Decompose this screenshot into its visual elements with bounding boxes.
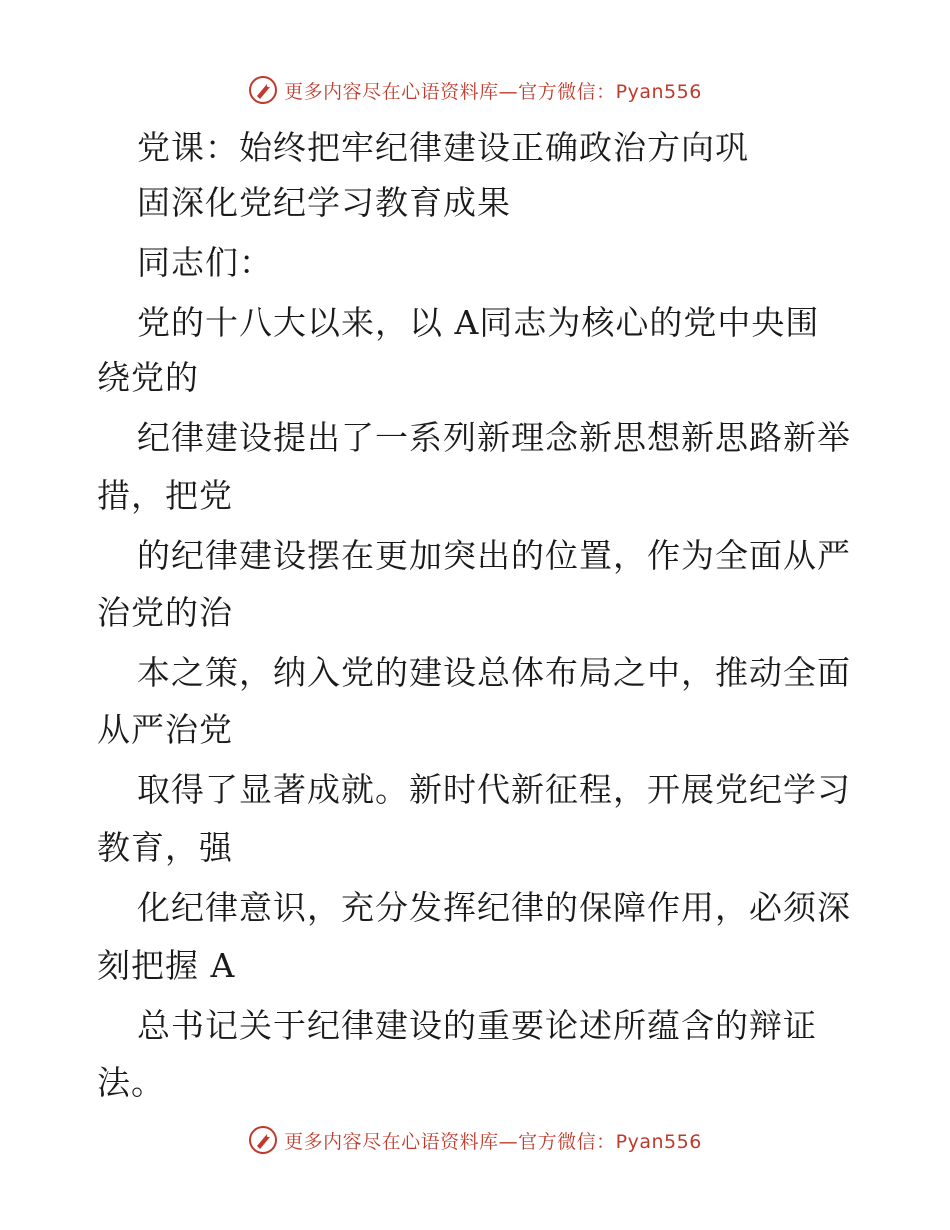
paragraph-line: 法。: [97, 1063, 165, 1102]
footer-watermark: [0, 1120, 950, 1160]
paragraph-line: 刻把握 A: [97, 946, 236, 985]
paragraph-line: 治党的治: [97, 593, 233, 632]
paragraph-line: 的纪律建设摆在更加突出的位置，作为全面从严: [137, 536, 851, 575]
watermark-text: 更多内容尽在心语资料库—官方微信：Pyan556: [284, 1130, 702, 1153]
header-watermark: [0, 70, 950, 110]
paragraph-line: 措，把党: [97, 476, 233, 515]
salutation: 同志们：: [137, 243, 273, 282]
paragraph-line: 从严治党: [97, 710, 233, 749]
fountain-pen-logo-icon: [248, 1125, 278, 1155]
paragraph-line: 纪律建设提出了一系列新理念新思想新思路新举: [137, 418, 851, 457]
paragraph-line: 本之策，纳入党的建设总体布局之中，推动全面: [137, 653, 851, 692]
title-line-2: 固深化党纪学习教育成果: [137, 183, 511, 222]
paragraph-line: 化纪律意识，充分发挥纪律的保障作用，必须深: [137, 888, 851, 927]
paragraph-line: 绕党的: [97, 358, 199, 397]
title-line-1: 党课：始终把牢纪律建设正确政治方向巩: [137, 128, 749, 167]
paragraph-line: 总书记关于纪律建设的重要论述所蕴含的辩证: [137, 1006, 817, 1045]
watermark-text: 更多内容尽在心语资料库—官方微信：Pyan556: [284, 80, 702, 103]
fountain-pen-logo-icon: [248, 75, 278, 105]
paragraph-line: 党的十八大以来，以 A同志为核心的党中央围: [137, 303, 820, 342]
paragraph-line: 教育，强: [97, 828, 233, 867]
paragraph-line: 取得了显著成就。新时代新征程，开展党纪学习: [137, 770, 851, 809]
